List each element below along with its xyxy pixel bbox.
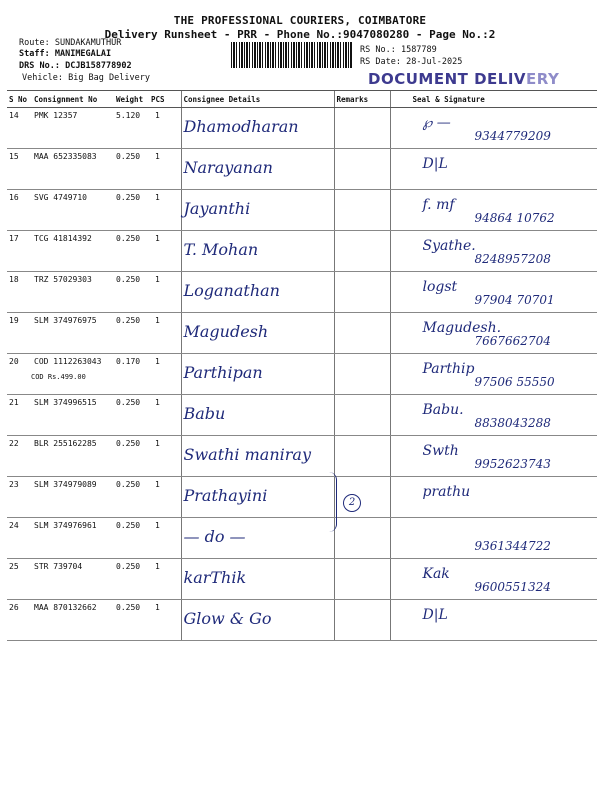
- row-consignment-no: SLM 374979089: [32, 477, 114, 518]
- row-remarks: [334, 395, 390, 436]
- row-sno: 24: [7, 518, 32, 559]
- runsheet-subtitle: Delivery Runsheet - PRR - Phone No.:9047080280 - Page No.:2: [104, 28, 496, 41]
- row-seal-signature: [390, 149, 597, 190]
- signature-phone: 97904 70701: [474, 293, 555, 307]
- runsheet-table: [7, 90, 597, 641]
- row-consignee: [181, 354, 334, 395]
- row-sno: 14: [7, 108, 32, 149]
- row-signature: [422, 443, 596, 471]
- table-row: [7, 313, 597, 354]
- row-signature: [422, 361, 596, 389]
- row-sno: 23: [7, 477, 32, 518]
- table-row: [7, 190, 597, 231]
- row-consignment-no: MAA 652335083: [32, 149, 114, 190]
- row-weight: 0.250: [114, 190, 149, 231]
- drs-line: [19, 61, 132, 71]
- row-sno: 22: [7, 436, 32, 477]
- staff-value: MANIMEGALAI: [54, 49, 112, 59]
- row-consignee: [181, 559, 334, 600]
- row-seal-signature: [390, 600, 597, 641]
- row-seal-signature: [390, 313, 597, 354]
- row-signature: [422, 197, 596, 225]
- table-row: [7, 477, 597, 518]
- signature-phone: 94864 10762: [474, 211, 555, 225]
- table-header-row: [7, 91, 597, 108]
- row-cod-amount: COD Rs.499.00: [31, 373, 86, 381]
- row-weight: 0.250: [114, 231, 149, 272]
- row-weight: 0.170: [114, 354, 149, 395]
- table-row: [7, 272, 597, 313]
- row-weight: 0.250: [114, 600, 149, 641]
- row-consignment-no: BLR 255162285: [32, 436, 114, 477]
- row-consignee: [181, 518, 334, 559]
- signature-name: D|L: [422, 607, 448, 623]
- row-consignee: [181, 108, 334, 149]
- row-remarks: [334, 559, 390, 600]
- row-seal-signature: [390, 190, 597, 231]
- row-consignee-handwriting: Dhamodharan: [183, 117, 299, 136]
- row-consignment-no: COD 1112263043 COD Rs.499.00: [32, 354, 114, 395]
- row-consignee-handwriting: T. Mohan: [183, 240, 259, 259]
- row-weight: 0.250: [114, 313, 149, 354]
- row-consignment-no: SLM 374976961: [32, 518, 114, 559]
- barcode: [231, 42, 352, 68]
- rs-no-line: [360, 45, 437, 55]
- row-consignee: [181, 436, 334, 477]
- row-consignee-handwriting: Narayanan: [183, 158, 273, 177]
- row-consignee-handwriting: Jayanthi: [183, 199, 251, 218]
- row-pcs: 1: [149, 559, 181, 600]
- row-seal-signature: [390, 272, 597, 313]
- signature-phone: 8248957208: [474, 252, 551, 266]
- row-consignee: [181, 600, 334, 641]
- row-signature: [423, 156, 596, 172]
- row-consignee: [181, 477, 334, 518]
- row-consignment-no: SLM 374976975: [32, 313, 114, 354]
- signature-phone: 9344779209: [474, 129, 551, 143]
- row-weight: 0.250: [114, 518, 149, 559]
- row-remarks: [334, 436, 390, 477]
- rs-date-value: 28-Jul-2025: [406, 57, 463, 67]
- row-sno: 17: [7, 231, 32, 272]
- row-sno: 18: [7, 272, 32, 313]
- row-weight: 0.250: [114, 395, 149, 436]
- row-consignee-handwriting: Swathi maniray: [183, 445, 311, 464]
- row-seal-signature: [390, 436, 597, 477]
- row-remarks: [334, 600, 390, 641]
- row-consignee: [181, 231, 334, 272]
- row-signature: [422, 566, 596, 594]
- staff-line: [19, 49, 111, 59]
- staff-label: Staff:: [19, 49, 50, 59]
- row-weight: 0.250: [114, 149, 149, 190]
- row-consignee: [181, 149, 334, 190]
- row-consignee-handwriting: Babu: [183, 404, 226, 423]
- col-remarks: Remarks: [334, 91, 390, 108]
- row-seal-signature: [390, 354, 597, 395]
- row-weight: 0.250: [114, 559, 149, 600]
- signature-name: D|L: [422, 156, 448, 172]
- signature-name: Kak: [422, 566, 450, 582]
- row-weight: 0.250: [114, 272, 149, 313]
- table-row: [7, 354, 597, 395]
- row-remarks: [334, 108, 390, 149]
- row-consignment-no: TRZ 57029303: [32, 272, 114, 313]
- row-pcs: 1: [149, 313, 181, 354]
- row-remarks: [334, 354, 390, 395]
- row-pcs: 1: [149, 231, 181, 272]
- row-consignee-handwriting: Prathayini: [183, 486, 268, 505]
- row-signature: [422, 279, 596, 307]
- row-seal-signature: [390, 231, 597, 272]
- row-seal-signature: [390, 108, 597, 149]
- table-row: [7, 559, 597, 600]
- row-remarks: [334, 518, 390, 559]
- drs-value: DCJB158778902: [65, 61, 132, 71]
- row-weight: 0.250: [114, 477, 149, 518]
- row-pcs: 1: [149, 395, 181, 436]
- row-seal-signature: [390, 395, 597, 436]
- row-seal-signature: [390, 477, 597, 518]
- col-sno: S No: [7, 91, 32, 108]
- row-sno: 19: [7, 313, 32, 354]
- signature-name: Swth: [422, 443, 459, 459]
- table-row: [7, 149, 597, 190]
- rs-date-label: RS Date:: [360, 57, 401, 67]
- route-value: SUNDAKAMUTHUR: [54, 38, 122, 48]
- table-row: [7, 518, 597, 559]
- row-signature: [422, 238, 596, 266]
- row-sno: 16: [7, 190, 32, 231]
- table-row: [7, 436, 597, 477]
- row-weight: 5.120: [114, 108, 149, 149]
- signature-name: Syathe.: [422, 238, 476, 254]
- circled-number: 2: [343, 494, 361, 512]
- bracket-mark: [328, 472, 337, 532]
- row-consignee-handwriting: karThik: [183, 568, 247, 587]
- row-seal-signature: [390, 559, 597, 600]
- row-consignee: [181, 395, 334, 436]
- row-pcs: 1: [149, 272, 181, 313]
- row-consignment-no: SVG 4749710: [32, 190, 114, 231]
- drs-label: DRS No.:: [19, 61, 60, 71]
- row-signature: [422, 320, 596, 348]
- row-consignment-no: MAA 870132662: [32, 600, 114, 641]
- row-pcs: 1: [149, 108, 181, 149]
- row-signature: [423, 607, 596, 623]
- row-sno: 26: [7, 600, 32, 641]
- row-pcs: 1: [149, 190, 181, 231]
- row-pcs: 1: [149, 518, 181, 559]
- col-weight: Weight: [114, 91, 149, 108]
- col-consignment: Consignment No: [32, 91, 114, 108]
- rs-date-line: [360, 57, 462, 67]
- row-signature: [422, 115, 596, 143]
- row-consignee-handwriting: Loganathan: [183, 281, 280, 300]
- row-pcs: 1: [149, 436, 181, 477]
- row-consignment-no: SLM 374996515: [32, 395, 114, 436]
- table-row: [7, 395, 597, 436]
- row-pcs: 1: [149, 477, 181, 518]
- rs-no-value: 1587789: [400, 45, 437, 55]
- row-consignment-no: STR 739704: [32, 559, 114, 600]
- col-consignee: Consignee Details: [181, 91, 334, 108]
- table-row: [7, 600, 597, 641]
- col-pcs: PCS: [149, 91, 181, 108]
- row-remarks: [334, 231, 390, 272]
- company-title: THE PROFESSIONAL COURIERS, COIMBATORE: [173, 14, 427, 27]
- row-signature: [422, 402, 596, 430]
- row-consignee-handwriting: Parthipan: [183, 363, 263, 382]
- vehicle-label: Vehicle:: [22, 73, 63, 83]
- signature-name: ℘ —: [422, 115, 451, 131]
- row-sno: 25: [7, 559, 32, 600]
- row-consignment-no: PMK 12357: [32, 108, 114, 149]
- table-row: [7, 108, 597, 149]
- row-weight: 0.250: [114, 436, 149, 477]
- vehicle-line: [22, 73, 150, 83]
- row-pcs: 1: [149, 600, 181, 641]
- row-seal-signature: [390, 518, 597, 559]
- rs-no-label: RS No.:: [360, 45, 396, 55]
- signature-phone: 97506 55550: [474, 375, 555, 389]
- table-row: [7, 231, 597, 272]
- signature-phone: 9952623743: [474, 457, 551, 471]
- row-consignee: [181, 272, 334, 313]
- row-sno: 20: [7, 354, 32, 395]
- row-remarks: [334, 190, 390, 231]
- signature-name: Parthip: [422, 361, 475, 377]
- row-sno: 21: [7, 395, 32, 436]
- signature-phone: 9361344722: [474, 539, 551, 553]
- row-pcs: 1: [149, 149, 181, 190]
- row-consignment-no: TCG 41814392: [32, 231, 114, 272]
- signature-name: logst: [422, 279, 458, 295]
- signature-phone: 8838043288: [474, 416, 551, 430]
- document-delivery-stamp: DOCUMENT DELIVERY: [368, 70, 560, 88]
- signature-phone: 9600551324: [474, 580, 551, 594]
- signature-name: f. mf: [422, 197, 455, 213]
- row-consignee: [181, 313, 334, 354]
- row-consignee: [181, 190, 334, 231]
- signature-name: prathu: [422, 484, 471, 500]
- signature-name: Babu.: [422, 402, 464, 418]
- row-consignee-handwriting: — do —: [183, 527, 246, 546]
- col-seal-signature: Seal & Signature: [390, 91, 597, 108]
- row-remarks: [334, 313, 390, 354]
- row-pcs: 1: [149, 354, 181, 395]
- vehicle-value: Big Bag Delivery: [68, 73, 150, 83]
- row-signature: [423, 484, 596, 500]
- route-label: Route:: [19, 38, 50, 48]
- row-remarks: [334, 149, 390, 190]
- row-consignee-handwriting: Magudesh: [183, 322, 269, 341]
- row-consignee-handwriting: Glow & Go: [183, 609, 272, 628]
- row-remarks: [334, 477, 390, 518]
- signature-phone: 7667662704: [474, 334, 551, 348]
- route-line: [19, 38, 121, 48]
- row-remarks: [334, 272, 390, 313]
- signature-name: Magudesh.: [422, 320, 502, 336]
- row-sno: 15: [7, 149, 32, 190]
